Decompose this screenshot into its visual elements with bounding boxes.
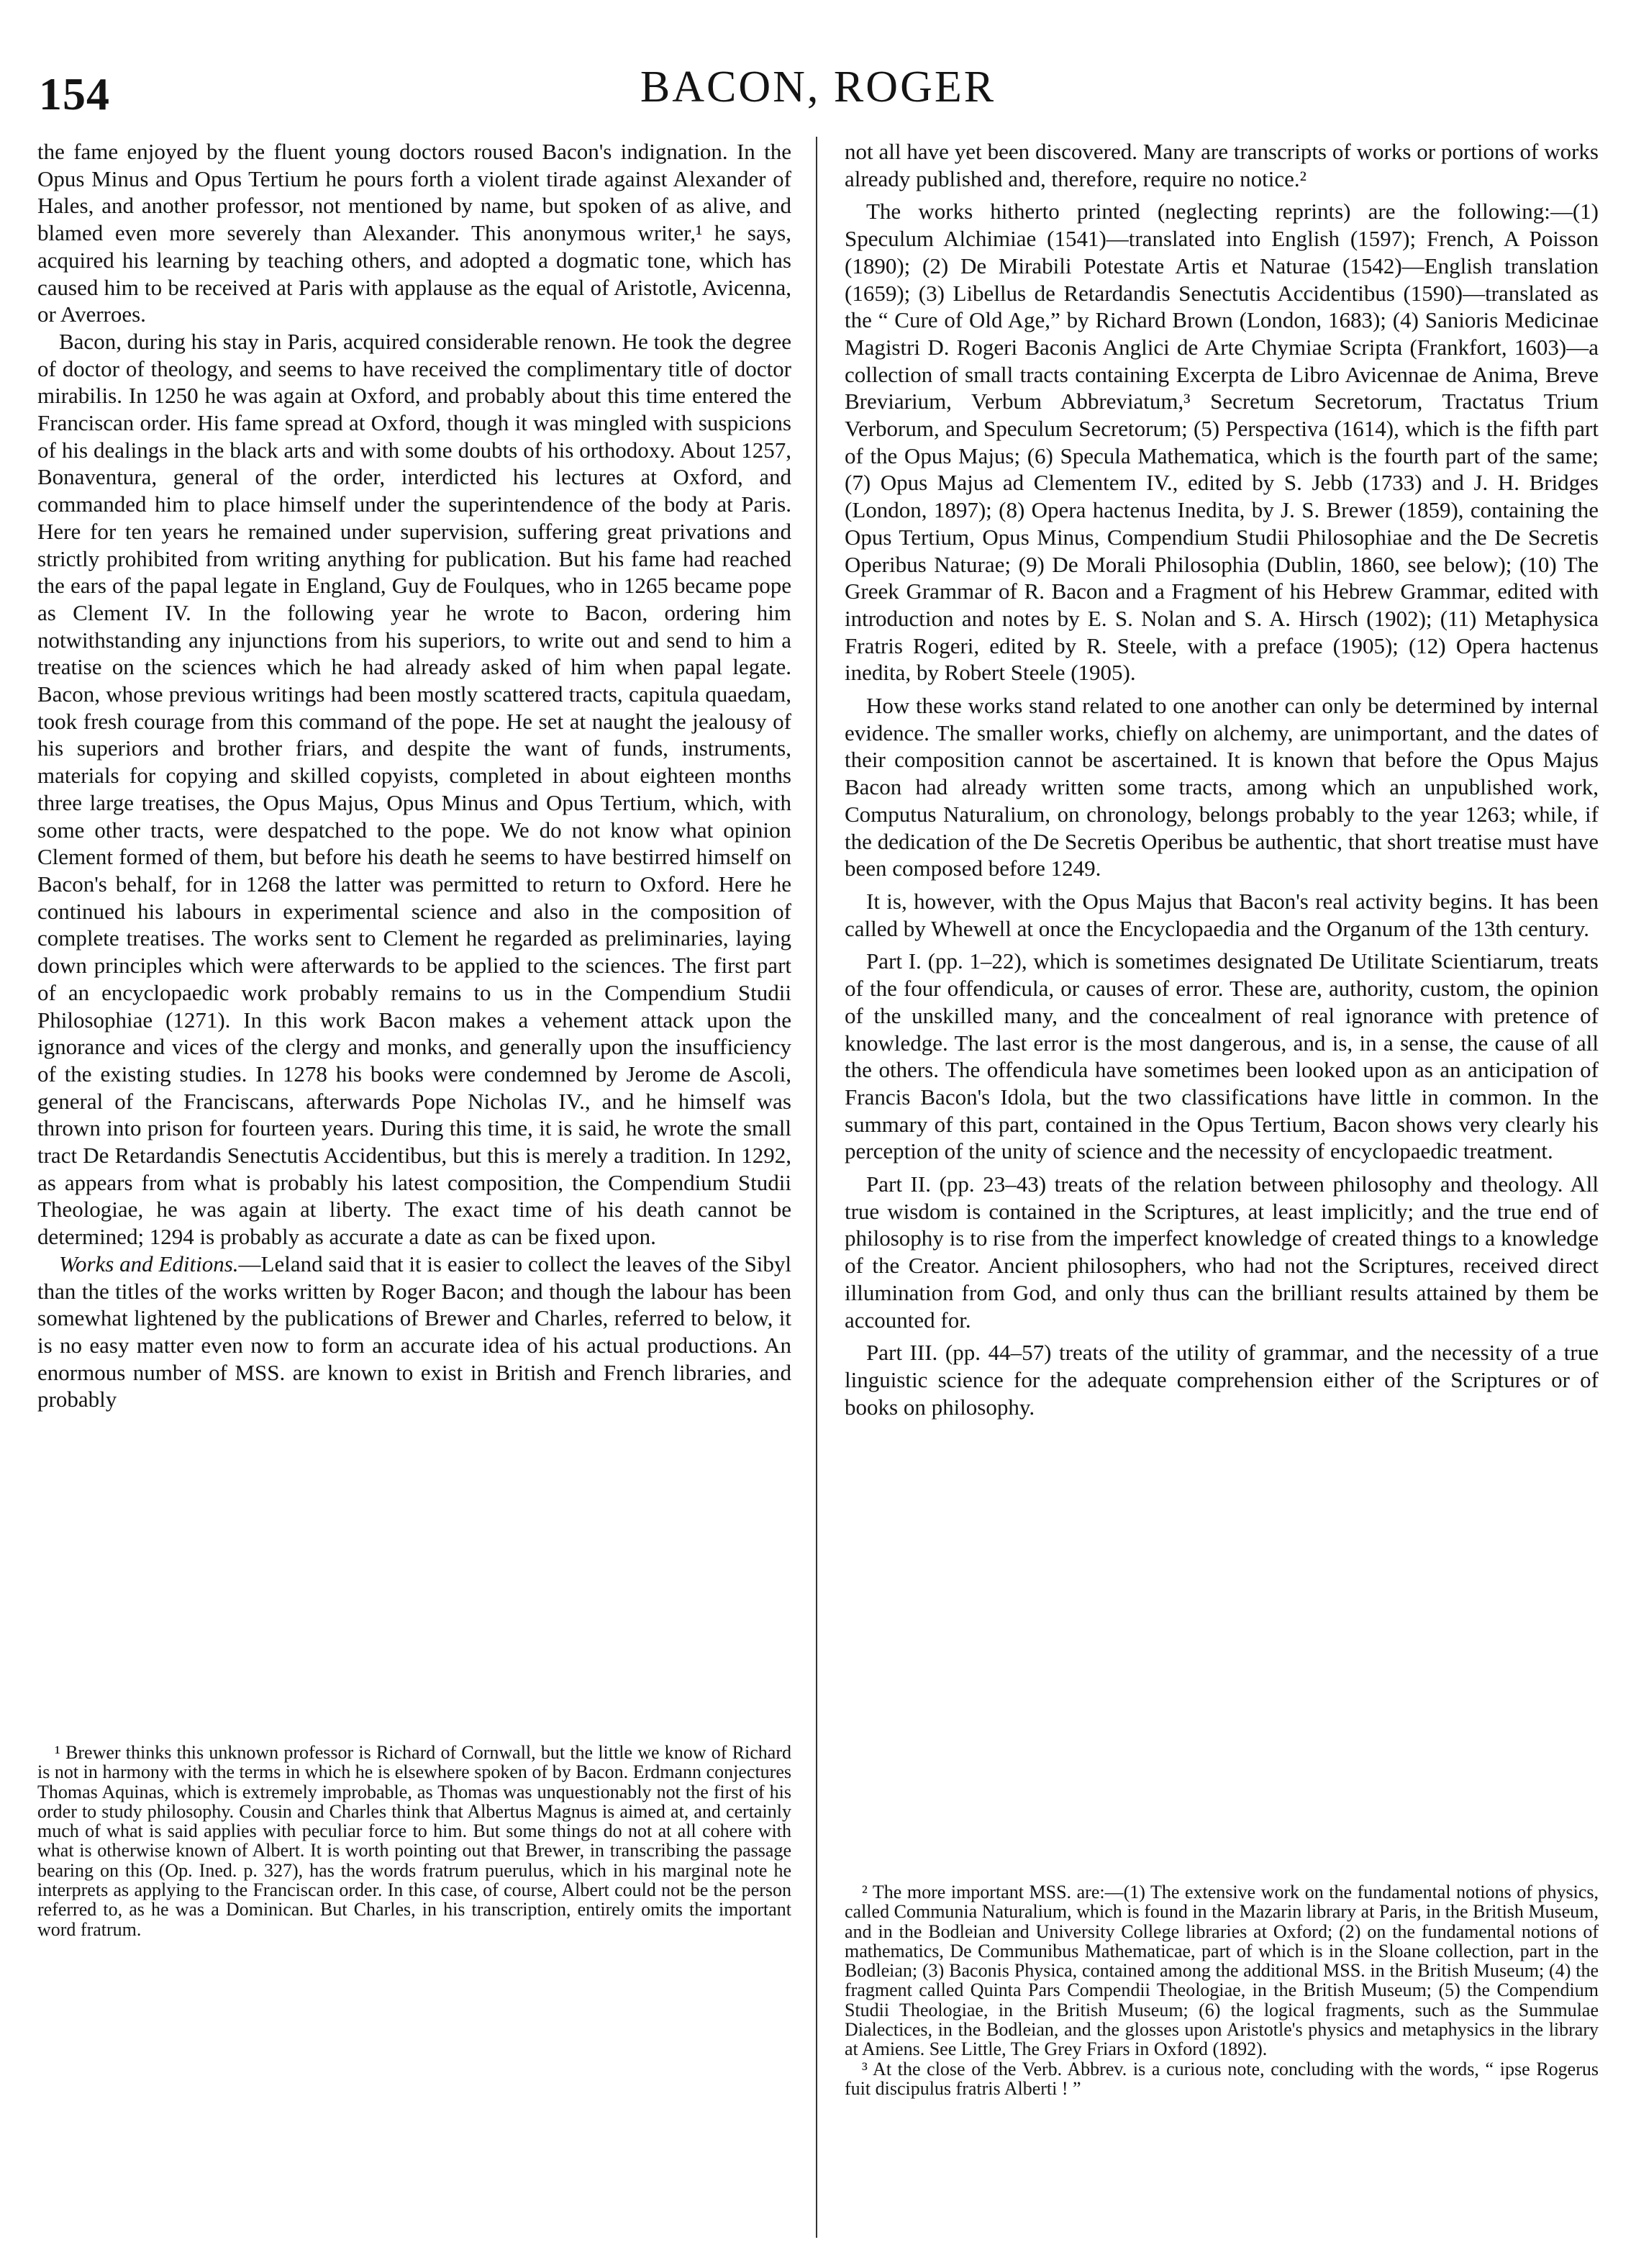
column-divider: [816, 137, 817, 2238]
paragraph: How these works stand related to one another can only be determined by internal evidence. The smaller works, chiefly on alchemy, are unimportant, and the dates of their composition cannot be ascertained. It is known that before the Opus Majus Bacon had already written some tracts, among which an unpublished work, Computus Naturalium, on chronology, belongs probably to the year 1263; while, if the dedication of the De Secretis Operibus be authentic, that short treatise must have been composed before 1249.: [845, 693, 1599, 881]
paragraph: Part II. (pp. 23–43) treats of the relation between philosophy and theology. All true wisdom is contained in the Scriptures, at least implicitly; and the true end of philosophy is to rise from the imperfect knowledge of created things to a knowledge of the Creator. Ancient philosophers, who had not the Scriptures, received direct illumination from God, and only thus can the brilliant results attained by them be accounted for.: [845, 1171, 1599, 1333]
paragraph: Part I. (pp. 1–22), which is sometimes designated De Utilitate Scientiarum, treats of the four offendicula, or causes of error. These are, authority, custom, the opinion of the unskilled many, and the concealment of real ignorance with pretence of knowledge. The last error is the most dangerous, and is, in a sense, the cause of all the others. The offendicula have sometimes been looked upon as an anticipation of Francis Bacon's Idola, but the two classifications have little in common. In the summary of this part, contained in the Opus Tertium, Bacon shows very clearly his perception of the unity of science and the necessity of encyclopaedic treatment.: [845, 948, 1599, 1164]
footnote-3: ³ At the close of the Verb. Abbrev. is a curious note, concluding with the words, “ ipse Rogerus fuit discipulus fratris Alberti ! ”: [845, 2058, 1599, 2099]
right-column: [845, 138, 1599, 1420]
page-header: [37, 62, 1599, 127]
paragraph: Part III. (pp. 44–57) treats of the utility of grammar, and the necessity of a true linguistic science for the adequate comprehension either of the Scriptures or of books on philosophy.: [845, 1340, 1599, 1420]
paragraph: The works hitherto printed (neglecting reprints) are the following:—(1) Speculum Alchimiae (1541)—translated into English (1597); French, A Poisson (1890); (2) De Mirabili Potestate Artis et Naturae (1542)—English translation (1659); (3) Libellus de Retardandis Senectutis Accidentibus (1590)—translated as the “ Cure of Old Age,” by Richard Brown (London, 1683); (4) Sanioris Medicinae Magistri D. Rogeri Baconis Anglici de Arte Chymiae Scripta (Frankfort, 1603)—a collection of small tracts containing Excerpta de Libro Avicennae de Anima, Breve Breviarium, Verbum Abbreviatum,³ Secretum Secretorum, Tractatus Trium Verborum, and Speculum Secretorum; (5) Perspectiva (1614), which is the fifth part of the Opus Majus; (6) Specula Mathematica, which is the fourth part of the same; (7) Opus Majus ad Clementem IV., edited by S. Jebb (1733) and J. H. Bridges (London, 1897); (8) Opera hactenus Inedita, by J. S. Brewer (1859), containing the Opus Tertium, Opus Minus, Compendium Studii Philosophiae and the De Secretis Operibus Naturae; (9) De Morali Philosophia (Dublin, 1860, see below); (10) The Greek Grammar of R. Bacon and a Fragment of his Hebrew Grammar, edited with introduction and notes by E. S. Nolan and S. A. Hirsch (1902); (11) Metaphysica Fratris Rogeri, edited by R. Steele, with a preface (1905); (12) Opera hactenus inedita, by Robert Steele (1905).: [845, 199, 1599, 686]
paragraph: It is, however, with the Opus Majus that Bacon's real activity begins. It has been called by Whewell at once the Encyclopaedia and the Organum of the 13th century.: [845, 888, 1599, 941]
left-column: [37, 138, 791, 1413]
run-in-heading: Works and Editions.: [59, 1251, 239, 1276]
paragraph: [37, 1251, 791, 1413]
footnotes-left: [37, 1743, 791, 1939]
footnote-1: ¹ Brewer thinks this unknown professor is Richard of Cornwall, but the little we know of Richard is not in harmony with the terms in which he is elsewhere spoken of by Bacon. Erdmann conjectures Thomas Aquinas, which is extremely improbable, as Thomas was unquestionably not the first of his order to study philosophy. Cousin and Charles think that Albertus Magnus is aimed at, and certainly much of what is said applies with peculiar force to him. But some things do not at all cohere with what is otherwise known of Albert. It is worth pointing out that Brewer, in transcribing the passage bearing on this (Op. Ined. p. 327), has the words fratrum puerulus, which in his marginal note he interprets as applying to the Franciscan order. In this case, of course, Albert could not be the person referred to, as he was a Dominican. But Charles, in his transcription, entirely omits the important word fratrum.: [37, 1742, 791, 1940]
paragraph: the fame enjoyed by the fluent young doctors roused Bacon's indignation. In the Opus Minus and Opus Tertium he pours forth a violent tirade against Alexander of Hales, and another professor, not mentioned by name, but spoken of as alive, and blamed even more severely than Alexander. This anonymous writer,¹ he says, acquired his learning by teaching others, and adopted a dogmatic tone, which has caused him to be received at Paris with applause as the equal of Aristotle, Avicenna, or Averroes.: [37, 139, 791, 327]
footnote-2: ² The more important MSS. are:—(1) The extensive work on the fundamental notions of physics, called Communia Naturalium, which is found in the Mazarin library at Paris, in the British Museum, and in the Bodleian and University College libraries at Oxford; (2) on the fundamental notions of mathematics, De Communibus Mathematicae, part of which is in the Sloane collection, part in the Bodleian; (3) Baconis Physica, contained among the additional MSS. in the British Museum; (4) the fragment called Quinta Pars Compendii Theologiae, in the British Museum; (5) the Compendium Studii Theologiae, in the British Museum; (6) the logical fragments, such as the Summulae Dialectices, in the Bodleian, and the glosses upon Aristotle's physics and metaphysics in the library at Amiens. See Little, The Grey Friars in Oxford (1892).: [845, 1882, 1599, 2060]
page-number: 154: [39, 68, 110, 119]
paragraph: Bacon, during his stay in Paris, acquired considerable renown. He took the degree of doctor of theology, and seems to have received the complimentary title of doctor mirabilis. In 1250 he was again at Oxford, and probably about this time entered the Franciscan order. His fame spread at Oxford, though it was mingled with suspicions of his dealings in the black arts and with some doubts of his orthodoxy. About 1257, Bonaventura, general of the order, interdicted his lectures at Oxford, and commanded him to place himself under the superintendence of the body at Paris. Here for ten years he remained under supervision, suffering great privations and strictly prohibited from writing anything for publication. But his fame had reached the ears of the papal legate in England, Guy de Foulques, who in 1265 became pope as Clement IV. In the following year he wrote to Bacon, ordering him notwithstanding any injunctions from his superiors, to write out and send to him a treatise on the sciences which he had already asked of him when papal legate. Bacon, whose previous writings had been mostly scattered tracts, capitula quaedam, took fresh courage from this command of the pope. He set at naught the jealousy of his superiors and brother friars, and despite the want of funds, instruments, materials for copying and skilled copyists, completed in about eighteen months three large treatises, the Opus Majus, Opus Minus and Opus Tertium, which, with some other tracts, were despatched to the pope. We do not know what opinion Clement formed of them, but before his death he seems to have bestirred himself on Bacon's behalf, for in 1268 the latter was permitted to return to Oxford. Here he continued his labours in experimental science and also in the composition of complete treatises. The works sent to Clement he regarded as preliminaries, laying down principles which were afterwards to be applied to the sciences. The first part of an encyclopaedic work probably remains to us in the Compendium Studii Philosophiae (1271). In this work Bacon makes a vehement attack upon the ignorance and vices of the clergy and monks, and generally upon the insufficiency of the existing studies. In 1278 his books were condemned by Jerome de Ascoli, general of the Franciscans, afterwards Pope Nicholas IV., and he himself was thrown into prison for fourteen years. During this time, it is said, he wrote the small tract De Retardandis Senectutis Accidentibus, but this is merely a tradition. In 1292, as appears from what is probably his latest composition, the Compendium Studii Theologiae, he was again at liberty. The exact time of his death cannot be determined; 1294 is probably as accurate a date as can be fixed upon.: [37, 328, 791, 1250]
paragraph-text: —Leland said that it is easier to collect the leaves of the Sibyl than the titles of the works written by Roger Bacon; and though the labour has been somewhat lightened by the publications of Brewer and Charles, referred to below, it is no easy matter even now to form an accurate idea of his actual productions. An enormous number of MSS. are known to exist in British and French libraries, and probably: [37, 1251, 791, 1412]
running-title: BACON, ROGER: [640, 63, 996, 112]
paragraph: not all have yet been discovered. Many are transcripts of works or portions of works already published and, therefore, require no notice.²: [845, 139, 1599, 191]
footnotes-right: [845, 1882, 1599, 2098]
